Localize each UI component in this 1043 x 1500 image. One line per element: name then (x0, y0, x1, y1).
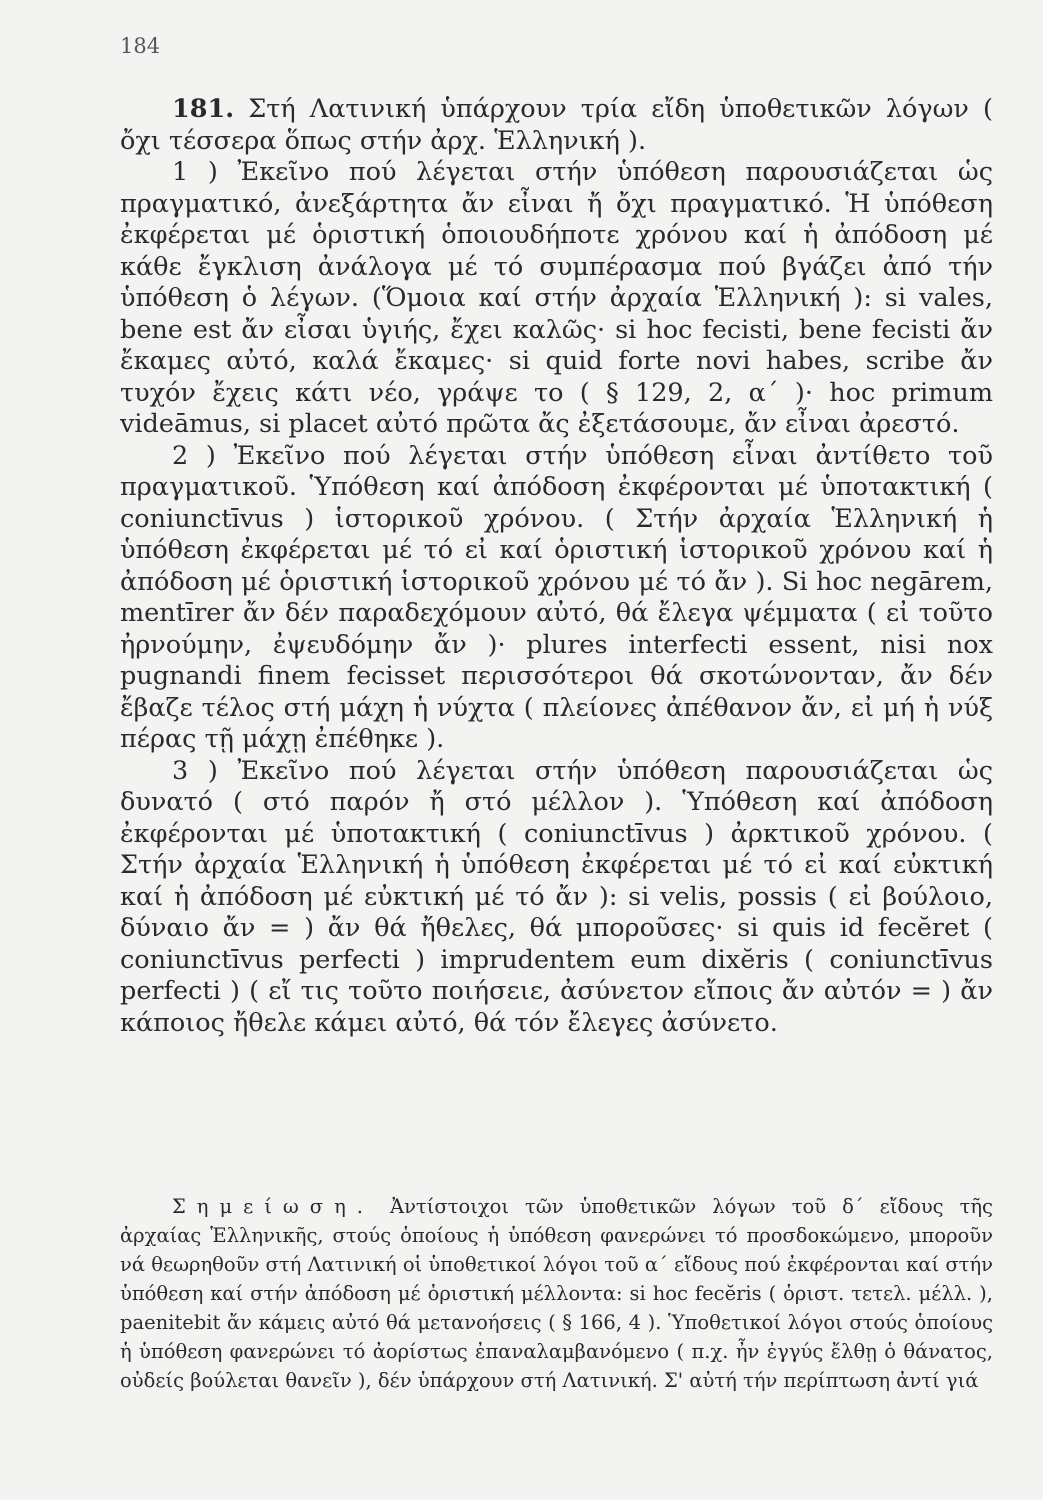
section-intro-text: Στή Λατινική ὑπάρχουν τρία εἴδη ὑποθετικῶν λόγων ( ὄχι τέσσερα ὅπως στήν ἀρχ. Ἑλληνική ). (120, 94, 993, 156)
paragraph-possible-condition: 3 ) Ἐκεῖνο πού λέγεται στήν ὑπόθεση παρουσιάζεται ὡς δυνατό ( στό παρόν ἤ στό μέλλον ). Ὑπόθεση καί ἀπόδοση ἐκφέρονται μέ ὑποτακτική ( coniunctīvus ) ἀρκτικοῦ χρόνου. ( Στήν ἀρχαία Ἑλληνική ἡ ὑπόθεση ἐκφέρεται μέ τό εἰ καί εὐκτική καί ἡ ἀπόδοση μέ εὐκτική μέ τό ἄν ): si velis, possis ( εἰ βούλοιο, δύναιο ἄν = ) ἄν θά ἤθελες, θά μποροῦσες· si quis id fecĕret ( coniunctīvus perfecti ) imprudentem eum dixĕris ( coniunctīvus perfecti ) ( εἴ τις τοῦτο ποιήσειε, ἀσύνετον εἴποις ἄν αὐτόν = ) ἄν κάποιος ἤθελε κάμει αὐτό, θά τόν ἔλεγες ἀσύνετο. (120, 755, 993, 1038)
paragraph-contrary-condition: 2 ) Ἐκεῖνο πού λέγεται στήν ὑπόθεση εἶναι ἀντίθετο τοῦ πραγματικοῦ. Ὑπόθεση καί ἀπόδοση ἐκφέρονται μέ ὑποτακτική ( coniunctīvus ) ἱστορικοῦ χρόνου. ( Στήν ἀρχαία Ἑλληνική ἡ ὑπόθεση ἐκφέρεται μέ τό εἰ καί ὁριστική ἱστορικοῦ χρόνου καί ἡ ἀπόδοση μέ ὁριστική ἱστορικοῦ χρόνου μέ τό ἄν ). Si hoc negārem, mentīrer ἄν δέν παραδεχόμουν αὐτό, θά ἔλεγα ψέμματα ( εἰ τοῦτο ἠρνούμην, ἐψευδόμην ἄν )· plures interfecti essent, nisi nox pugnandi finem fecisset περισσότεροι θά σκοτώνονταν, ἄν δέν ἔβαζε τέλος στή μάχη ἡ νύχτα ( πλείονες ἀπέθανον ἄν, εἰ μή ἡ νύξ πέρας τῇ μάχῃ ἐπέθηκε ). (120, 440, 993, 754)
section-number: 181. (172, 94, 235, 124)
section-body (120, 94, 993, 1039)
paragraph-real-condition: 1 ) Ἐκεῖνο πού λέγεται στήν ὑπόθεση παρουσιάζεται ὡς πραγματικό, ἀνεξάρτητα ἄν εἶναι ἤ ὄχι πραγματικό. Ἡ ὑπόθεση ἐκφέρεται μέ ὁριστική ὁποιουδήποτε χρόνου καί ἡ ἀπόδοση μέ κάθε ἔγκλιση ἀνάλογα μέ τό συμπέρασμα πού βγάζει ἀπό τήν ὑπόθεση ὁ λέγων. (Ὅμοια καί στήν ἀρχαία Ἑλληνική ): si vales, bene est ἄν εἶσαι ὑγιής, ἔχει καλῶς· si hoc fecisti, bene fecisti ἄν ἔκαμες αὐτό, καλά ἔκαμες· si quid forte novi habes, scribe ἄν τυχόν ἔχεις κάτι νέο, γράψε το ( § 129, 2, α΄ )· hoc primum videāmus, si placet αὐτό πρῶτα ἄς ἐξετάσουμε, ἄν εἶναι ἀρεστό. (120, 157, 993, 439)
page-number: 184 (120, 34, 161, 58)
note-label: Σημείωση. (172, 1195, 374, 1218)
note-paragraph (120, 1192, 993, 1395)
section-intro (120, 94, 993, 157)
note-text: Ἀντίστοιχοι τῶν ὑποθετικῶν λόγων τοῦ δ΄ εἴδους τῆς ἀρχαίας Ἑλληνικῆς, στούς ὁποίους ἡ ὑπόθεση φανερώνει τό προσδοκώμενο, μποροῦν νά θεωρηθοῦν στή Λατινική οἱ ὑποθετικοί λόγοι τοῦ α΄ εἴδους πού ἐκφέρονται καί στήν ὑπόθεση καί στήν ἀπόδοση μέ ὁριστική μέλλοντα: si hoc fecĕris ( ὁριστ. τετελ. μέλλ. ), paenitebit ἄν κάμεις αὐτό θά μετανοήσεις ( § 166, 4 ). Ὑποθετικοί λόγοι στούς ὁποίους ἡ ὑπόθεση φανερώνει τό ἀορίστως ἐπαναλαμβανόμενο ( π.χ. ἦν ἐγγύς ἔλθῃ ὁ θάνατος, οὐδείς βούλεται θανεῖν ), δέν ὑπάρχουν στή Λατινική. Σ' αὐτή τήν περίπτωση ἀντί γιά (120, 1195, 993, 1392)
note-block (120, 1192, 993, 1395)
